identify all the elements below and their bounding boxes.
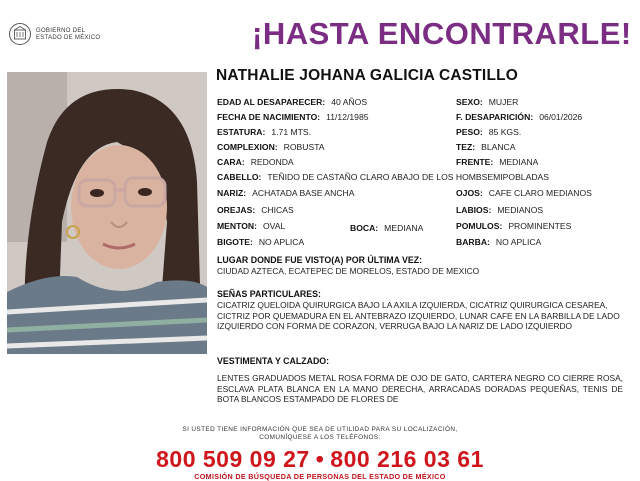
field-edad [217,97,367,107]
field-complexion [217,142,325,152]
field-value: TEÑIDO DE CASTAÑO CLARO ABAJO DE LOS HOMBSEMIPOBLADAS [267,172,549,182]
field-value: ACHATADA BASE ANCHA [252,188,355,198]
field-cabello [217,172,549,182]
field-value: ROBUSTA [283,142,325,152]
government-logo [8,22,128,46]
field-value: CHICAS [261,205,294,215]
field-label: ESTATURA: [217,127,266,137]
phone-1[interactable]: 800 509 09 27 [156,446,310,472]
field-value: NO APLICA [258,237,305,247]
lugar-heading: LUGAR DONDE FUE VISTO(A) POR ÚLTIMA VEZ: [217,255,423,265]
field-value: 40 AÑOS [331,97,368,107]
field-label: MENTON: [217,221,257,231]
lugar-text: CIUDAD AZTECA, ECATEPEC DE MORELOS, ESTADO DE MEXICO [217,266,480,276]
phone-separator: • [315,446,325,472]
field-label: COMPLEXION: [217,142,278,152]
gov-line-1: GOBIERNO DEL [36,28,86,34]
field-label: FECHA DE NACIMIENTO: [217,112,321,122]
state-seal-icon [8,22,32,46]
field-label: OJOS: [456,188,483,198]
headline: ¡HASTA ENCONTRARLE! [252,16,632,51]
field-fecha-desaparicion [456,112,582,122]
field-label: TEZ: [456,142,476,152]
field-value: 1.71 MTS. [271,127,312,137]
field-bigote [217,237,304,247]
field-ojos [456,188,592,198]
field-value: MEDIANOS [497,205,544,215]
field-value: MEDIANA [384,223,424,233]
field-label: NARIZ: [217,188,247,198]
vestimenta-heading: VESTIMENTA Y CALZADO: [217,356,330,366]
phone-2[interactable]: 800 216 03 61 [330,446,484,472]
field-value: MUJER [488,97,519,107]
vestimenta-text: LENTES GRADUADOS METAL ROSA FORMA DE OJO DE GATO, CARTERA NEGRO CO CIERRE ROSA, ESCLAVA PLATA BLANCA EN LA MANO DERECHA, ARRACADAS DORADAS PEQUEÑAS, TENIS DE BOTA BLANCOS ESTAMPADO DE FLORES DE [217,373,623,405]
field-label: LABIOS: [456,205,492,215]
field-nariz [217,188,354,198]
field-value: PROMINENTES [508,221,572,231]
field-label: OREJAS: [217,205,256,215]
field-value: MEDIANA [499,157,539,167]
gov-line-2: ESTADO DE MÉXICO [36,35,101,41]
field-label: BOCA: [350,223,379,233]
field-tez [456,142,515,152]
field-label: CARA: [217,157,245,167]
footer-note-1: SI USTED TIENE INFORMACIÓN QUE SEA DE UTILIDAD PARA SU LOCALIZACIÓN, [182,426,458,433]
phone-numbers [0,446,640,473]
person-name: NATHALIE JOHANA GALICIA CASTILLO [216,67,519,84]
field-value: NO APLICA [495,237,542,247]
field-value: REDONDA [250,157,294,167]
comision-name: COMISIÓN DE BÚSQUEDA DE PERSONAS DEL ESTADO DE MÉXICO [194,472,446,481]
field-value: 85 KGS. [488,127,522,137]
field-value: 11/12/1985 [326,112,369,122]
field-label: BARBA: [456,237,490,247]
field-nacimiento [217,112,369,122]
field-label: PESO: [456,127,483,137]
portrait-illustration [7,72,207,354]
field-menton [217,221,285,231]
field-frente [456,157,538,167]
field-barba [456,237,541,247]
senas-text: CICATRIZ QUELOIDA QUIRURGICA BAJO LA AXILA IZQUIERDA, CICATRIZ QUIRURGICA CESAREA, CICTRIZ POR QUEMADURA EN EL ANTEBRAZO IZQUIERDO, LUNAR CAFE EN LA BARBILLA DE LADO IZQUIERDO CON FORMA DE CORAZON, VERRUGA BAJO LA NARIZ DE LADO IZQUIERDO [217,300,620,332]
field-pomulos [456,221,571,231]
missing-person-photo [7,72,207,354]
field-value: 06/01/2026 [539,112,583,122]
field-label: BIGOTE: [217,237,253,247]
field-label: POMULOS: [456,221,503,231]
footer-note-2: COMUNÍQUESE A LOS TELÉFONOS: [259,434,381,441]
field-boca [350,223,423,233]
field-estatura [217,127,311,137]
field-label: CABELLO: [217,172,262,182]
field-label: FRENTE: [456,157,494,167]
senas-heading: SEÑAS PARTICULARES: [217,289,321,299]
field-labios [456,205,543,215]
field-value: BLANCA [481,142,516,152]
field-value: OVAL [262,221,286,231]
field-value: CAFE CLARO MEDIANOS [488,188,592,198]
field-sexo [456,97,518,107]
field-label: SEXO: [456,97,483,107]
field-orejas [217,205,294,215]
field-label: EDAD AL DESAPARECER: [217,97,326,107]
field-label: F. DESAPARICIÓN: [456,112,534,122]
field-peso [456,127,521,137]
field-cara [217,157,294,167]
